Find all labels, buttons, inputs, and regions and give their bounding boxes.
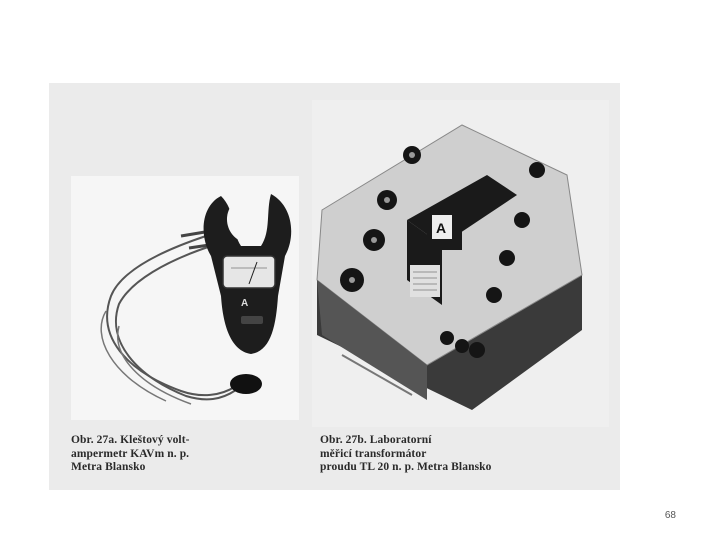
scanned-page xyxy=(49,83,620,490)
caption-line: proudu TL 20 n. p. Metra Blansko xyxy=(320,461,492,473)
caption-line: ampermetr KAVm n. p. xyxy=(71,447,190,460)
caption-line: měřicí transformátor xyxy=(320,447,427,460)
caption-line: Obr. 27b. Laboratorní xyxy=(320,434,432,446)
caption-line: Obr. 27a. Kleštový volt- xyxy=(71,434,190,446)
page-number: 68 xyxy=(664,510,676,521)
caption-figure-27a xyxy=(71,434,190,475)
meter-range-label: A xyxy=(241,298,249,309)
photo-current-transformer xyxy=(312,100,609,427)
transformer-range-label: A xyxy=(436,220,447,236)
clamp-meter-illustration xyxy=(71,176,299,420)
caption-line: Metra Blansko xyxy=(71,461,146,473)
caption-figure-27b xyxy=(320,434,492,475)
photo-clamp-voltammeter xyxy=(71,176,299,420)
transformer-illustration xyxy=(312,100,609,427)
